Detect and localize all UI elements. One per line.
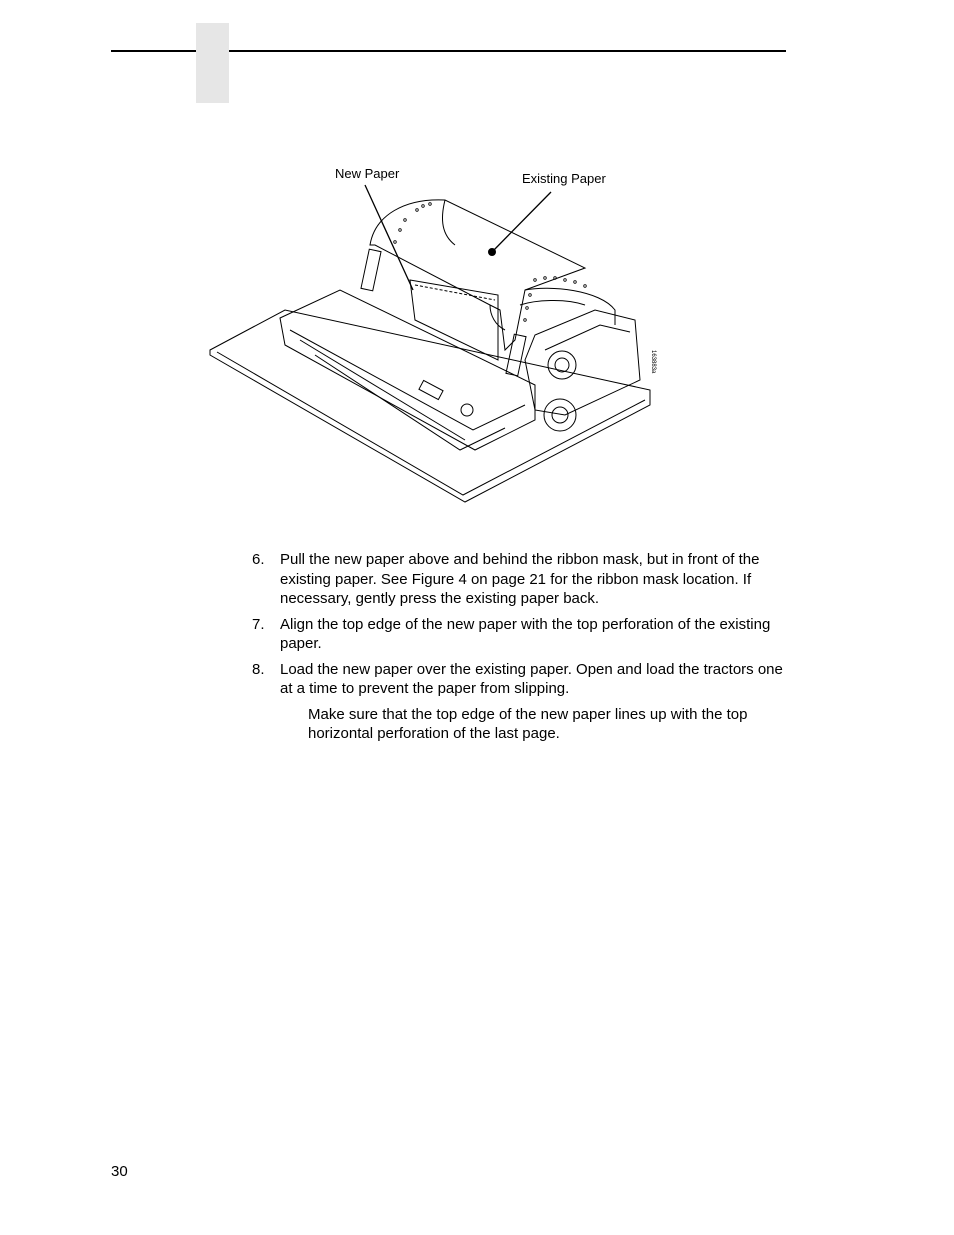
chapter-tab — [196, 23, 229, 103]
existing-paper-callout: Existing Paper — [522, 171, 606, 186]
page-number: 30 — [111, 1163, 128, 1180]
figure-id: 163883a — [650, 350, 656, 374]
step-number: 6. — [252, 551, 265, 568]
step-text: Pull the new paper above and behind the ribbon mask, but in front of the existing paper. See Figure 4 on page 21 for the ribbon mask location. If necessary, gently press the existing paper back. — [280, 551, 760, 607]
printer-paper-loading-illustration — [205, 160, 665, 510]
printer-figure — [205, 160, 665, 510]
step-6 — [252, 550, 792, 609]
step-7 — [252, 615, 792, 654]
step-number: 7. — [252, 615, 265, 633]
new-paper-callout: New Paper — [335, 166, 400, 181]
step-note: Make sure that the top edge of the new paper lines up with the top horizontal perforation of the last page. — [308, 705, 748, 742]
step-text: Load the new paper over the existing paper. Open and load the tractors one at a time to prevent the paper from slipping. — [280, 660, 783, 697]
step-8 — [252, 660, 792, 699]
step-number: 8. — [252, 660, 265, 678]
procedure-steps — [252, 550, 792, 744]
step-text: Align the top edge of the new paper with the top perforation of the existing paper. — [280, 615, 771, 652]
